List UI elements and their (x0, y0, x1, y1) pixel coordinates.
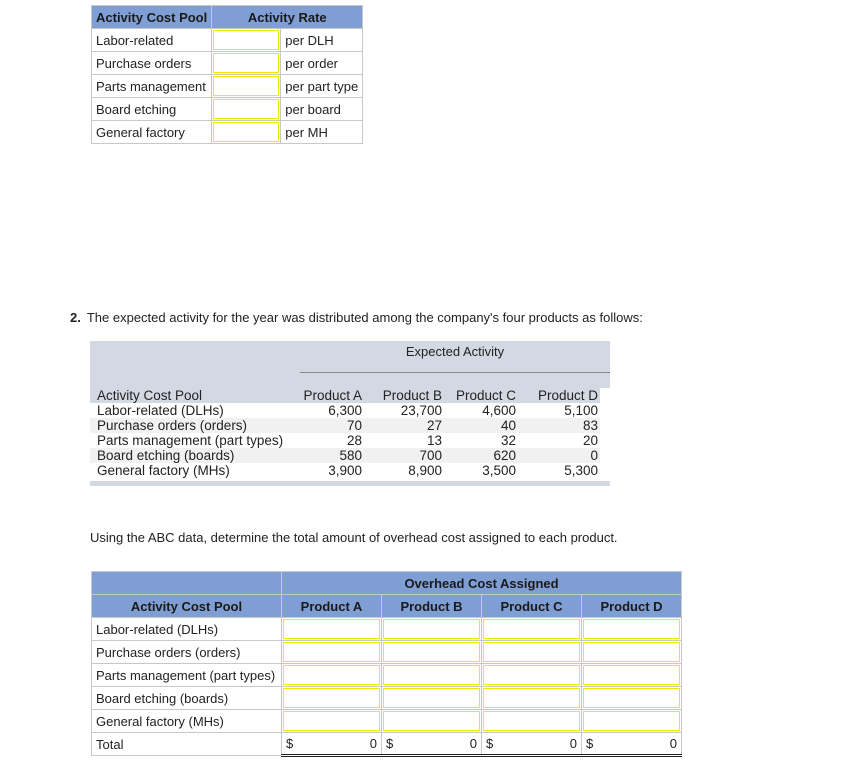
rate-row (92, 75, 363, 98)
row-label: Purchase orders (orders) (92, 641, 282, 664)
value-cell: 27 (364, 418, 444, 433)
total-value: 0 (569, 736, 577, 751)
value-cell: 5,300 (564, 463, 598, 478)
rate-row (92, 52, 363, 75)
value-cell: Product C (444, 388, 518, 403)
overhead-row (92, 618, 682, 641)
value-cell: 620 (444, 448, 518, 463)
header-rate: Activity Rate (212, 6, 363, 29)
footer-band (90, 481, 610, 486)
cost-input[interactable] (483, 711, 580, 731)
header-pool: Activity Cost Pool (92, 6, 212, 29)
column-header: Activity Cost Pool (92, 595, 282, 618)
total-value: 0 (669, 736, 677, 751)
cost-input[interactable] (383, 711, 480, 731)
overhead-row (92, 710, 682, 733)
cost-cell (282, 687, 382, 710)
total-value: 0 (369, 736, 377, 751)
value-cell: 0 (518, 448, 600, 463)
value-cell: 13 (426, 433, 442, 448)
rate-input[interactable] (213, 30, 279, 50)
cost-cell (582, 710, 682, 733)
unit-label: per order (281, 52, 363, 75)
cost-input[interactable] (283, 665, 380, 685)
question-number: 2. (70, 310, 81, 325)
cost-cell (382, 641, 482, 664)
rate-input[interactable] (213, 122, 279, 142)
value-cell: 5,100 (564, 403, 598, 418)
cost-cell (582, 618, 682, 641)
unit-label: per MH (281, 121, 363, 144)
cost-input[interactable] (283, 711, 380, 731)
cost-cell (282, 710, 382, 733)
question-3-text: Using the ABC data, determine the total amount of overhead cost assigned to each product. (90, 530, 618, 545)
total-label: Total (92, 733, 282, 756)
overhead-row (92, 687, 682, 710)
cost-input[interactable] (483, 642, 580, 662)
pool-label: Parts management (92, 75, 212, 98)
cost-input[interactable] (283, 642, 380, 662)
cost-cell (482, 687, 582, 710)
rate-row (92, 121, 363, 144)
cost-cell (282, 618, 382, 641)
currency-symbol: $ (586, 736, 594, 751)
pool-label: Board etching (92, 98, 212, 121)
pool-label: Purchase orders (92, 52, 212, 75)
overhead-row (92, 641, 682, 664)
rate-row (92, 29, 363, 52)
rate-cell (212, 75, 281, 98)
cost-input[interactable] (383, 665, 480, 685)
total-cell (382, 733, 482, 756)
rate-cell (212, 29, 281, 52)
total-row (92, 733, 682, 756)
value-cell: 3,500 (482, 463, 516, 478)
blank-header (92, 572, 282, 595)
value-cell: 700 (364, 448, 444, 463)
rate-row (92, 98, 363, 121)
overhead-title: Overhead Cost Assigned (282, 572, 682, 595)
cost-input[interactable] (583, 711, 680, 731)
cost-input[interactable] (583, 642, 680, 662)
column-header: Product D (582, 595, 682, 618)
overhead-cost-table (91, 571, 682, 757)
currency-symbol: $ (286, 736, 294, 751)
rate-cell (212, 121, 281, 144)
question-text: The expected activity for the year was distributed among the company's four products as follows: (86, 310, 643, 325)
column-header: Product B (382, 595, 482, 618)
cost-cell (482, 641, 582, 664)
cost-cell (482, 664, 582, 687)
cost-input[interactable] (583, 619, 680, 639)
total-cell (582, 733, 682, 756)
question-2 (70, 310, 643, 325)
currency-symbol: $ (486, 736, 494, 751)
row-label: Purchase orders (orders) (90, 418, 290, 433)
row-label: General factory (MHs) (97, 463, 230, 478)
cost-cell (582, 664, 682, 687)
value-cell: 83 (518, 418, 600, 433)
cost-input[interactable] (583, 688, 680, 708)
cost-input[interactable] (283, 619, 380, 639)
cost-input[interactable] (383, 642, 480, 662)
expected-header-band (90, 341, 610, 388)
rate-cell (212, 52, 281, 75)
rate-input[interactable] (213, 99, 279, 119)
value-cell: 70 (290, 418, 364, 433)
rate-input[interactable] (213, 53, 279, 73)
row-label: Board etching (boards) (90, 448, 290, 463)
value-cell: Product D (518, 388, 600, 403)
expected-grid (90, 388, 610, 478)
cost-cell (482, 618, 582, 641)
row-label: Labor-related (DLHs) (92, 618, 282, 641)
expected-activity-title: Expected Activity (405, 344, 505, 359)
cost-cell (282, 641, 382, 664)
row-label: Labor-related (DLHs) (97, 403, 224, 418)
expected-activity-table (90, 341, 610, 486)
cost-cell (382, 618, 482, 641)
value-cell: 20 (582, 433, 598, 448)
overhead-row (92, 664, 682, 687)
rate-input[interactable] (213, 76, 279, 96)
cost-input[interactable] (283, 688, 380, 708)
cost-input[interactable] (383, 688, 480, 708)
divider (300, 372, 610, 373)
value-cell: Product B (364, 388, 444, 403)
value-cell: 4,600 (482, 403, 516, 418)
value-cell: 6,300 (328, 403, 362, 418)
row-label: Parts management (part types) (92, 664, 282, 687)
column-header: Product A (282, 595, 382, 618)
row-label: Board etching (boards) (92, 687, 282, 710)
value-cell: 32 (500, 433, 516, 448)
cost-cell (582, 687, 682, 710)
value-cell: 580 (290, 448, 364, 463)
unit-label: per part type (281, 75, 363, 98)
value-cell: Product A (290, 388, 364, 403)
cost-cell (282, 664, 382, 687)
row-label: Parts management (part types) (97, 433, 284, 448)
row-label: General factory (MHs) (92, 710, 282, 733)
value-cell: 28 (346, 433, 362, 448)
pool-label: Labor-related (92, 29, 212, 52)
unit-label: per DLH (281, 29, 363, 52)
activity-rate-table (91, 5, 363, 144)
cost-cell (582, 641, 682, 664)
column-header: Product C (482, 595, 582, 618)
total-cell (282, 733, 382, 756)
pool-label: General factory (92, 121, 212, 144)
value-cell: 40 (444, 418, 518, 433)
cost-input[interactable] (383, 619, 480, 639)
value-cell: 23,700 (400, 403, 442, 418)
cost-input[interactable] (483, 619, 580, 639)
cost-cell (382, 687, 482, 710)
currency-symbol: $ (386, 736, 394, 751)
cost-input[interactable] (483, 665, 580, 685)
cost-input[interactable] (483, 688, 580, 708)
cost-cell (382, 664, 482, 687)
value-cell: 3,900 (328, 463, 362, 478)
total-value: 0 (469, 736, 477, 751)
rate-cell (212, 98, 281, 121)
row-label: Activity Cost Pool (90, 388, 290, 403)
value-cell: 8,900 (408, 463, 442, 478)
cost-input[interactable] (583, 665, 680, 685)
unit-label: per board (281, 98, 363, 121)
cost-cell (482, 710, 582, 733)
total-cell (482, 733, 582, 756)
cost-cell (382, 710, 482, 733)
